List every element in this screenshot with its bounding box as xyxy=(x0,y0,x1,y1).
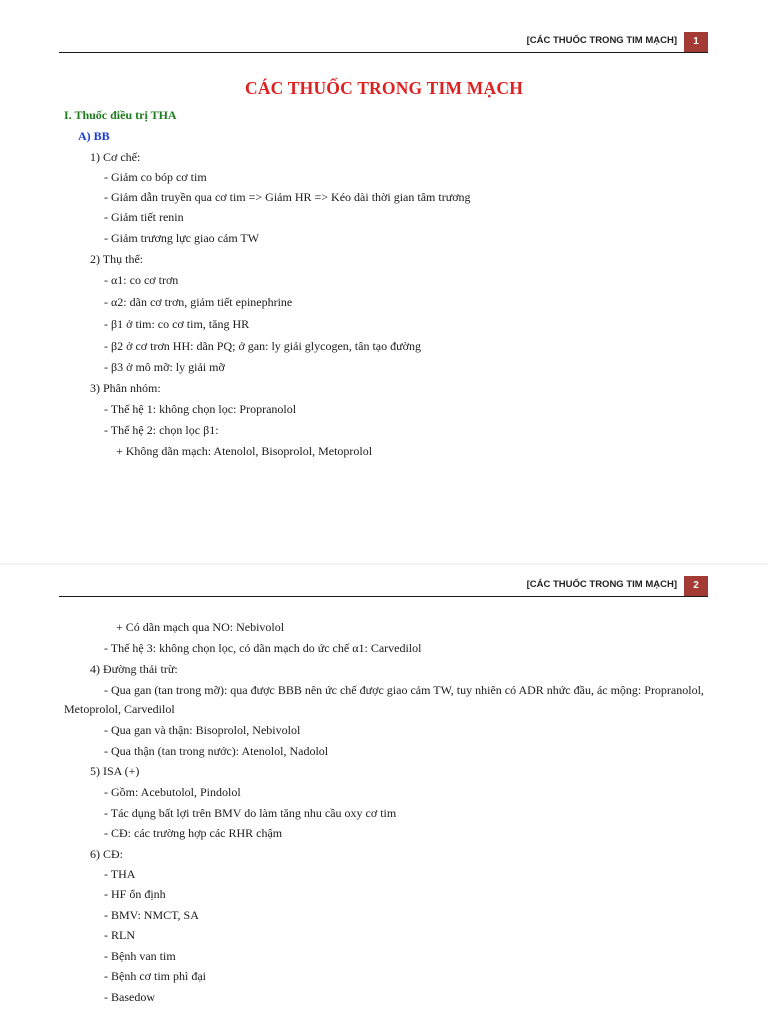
header-title: [CÁC THUỐC TRONG TIM MẠCH] xyxy=(526,35,677,46)
list-item: - Basedow xyxy=(104,990,155,1004)
list-item: - β2 ở cơ trơn HH: dãn PQ; ở gan: ly giải glycogen, tân tạo đường xyxy=(104,339,421,353)
header-rule xyxy=(59,596,708,597)
list-item: - Qua gan và thận: Bisoprolol, Nebivolol xyxy=(104,723,301,737)
list-item: - RLN xyxy=(104,928,135,942)
list-item: - Qua thận (tan trong nước): Atenolol, Nadolol xyxy=(104,744,329,758)
header-rule xyxy=(59,52,708,53)
list-item: - Giảm co bóp cơ tim xyxy=(104,170,207,184)
list-subitem: + Không dãn mạch: Atenolol, Bisoprolol, Metoprolol xyxy=(116,444,373,458)
list-item: - THA xyxy=(104,867,136,881)
list-heading: 1) Cơ chế: xyxy=(90,150,141,164)
list-item-continuation: Metoprolol, Carvedilol xyxy=(64,702,175,716)
list-item: - Giảm tiết renin xyxy=(104,210,184,224)
list-item: - Gồm: Acebutolol, Pindolol xyxy=(104,785,241,799)
document-page-2 xyxy=(0,565,768,1024)
list-item: - Tác dụng bất lợi trên BMV do làm tăng nhu cầu oxy cơ tim xyxy=(104,806,397,820)
list-heading: 3) Phân nhóm: xyxy=(90,381,161,395)
list-item: - Giảm dẫn truyền qua cơ tim => Giảm HR => Kéo dài thời gian tâm trương xyxy=(104,190,471,204)
header-title: [CÁC THUỐC TRONG TIM MẠCH] xyxy=(526,579,677,590)
list-item: - Giảm trương lực giao cảm TW xyxy=(104,231,260,245)
list-item: - α2: dãn cơ trơn, giảm tiết epinephrine xyxy=(104,295,293,309)
list-item: - β3 ở mô mỡ: ly giải mỡ xyxy=(104,360,225,374)
list-item: - Bệnh van tim xyxy=(104,949,176,963)
list-item: - HF ổn định xyxy=(104,887,166,901)
list-item: - Thế hệ 2: chọn lọc β1: xyxy=(104,423,219,437)
list-item: - Bệnh cơ tim phì đại xyxy=(104,969,206,983)
list-heading: 6) CĐ: xyxy=(90,847,123,861)
document-title: CÁC THUỐC TRONG TIM MẠCH xyxy=(244,78,523,98)
list-item: - Qua gan (tan trong mỡ): qua được BBB nên ức chế được giao cảm TW, tuy nhiên có ADR nhức đầu, ác mộng: Propranolol, xyxy=(104,683,704,697)
section-heading: I. Thuốc điều trị THA xyxy=(64,108,177,122)
list-item: - Thế hệ 3: không chọn lọc, có dãn mạch do ức chế α1: Carvedilol xyxy=(104,641,422,655)
list-item: - β1 ở tim: co cơ tim, tăng HR xyxy=(104,317,250,331)
page-header xyxy=(0,30,768,54)
page-header xyxy=(0,574,768,598)
page-number-badge: 2 xyxy=(684,576,708,596)
list-item: - CĐ: các trường hợp các RHR chậm xyxy=(104,826,283,840)
list-item: - BMV: NMCT, SA xyxy=(104,908,199,922)
list-item: - α1: co cơ trơn xyxy=(104,273,179,287)
subsection-heading: A) BB xyxy=(78,129,110,143)
list-heading: 5) ISA (+) xyxy=(90,764,140,778)
page-number-badge: 1 xyxy=(684,32,708,52)
list-subitem: + Có dãn mạch qua NO: Nebivolol xyxy=(116,620,285,634)
list-heading: 2) Thụ thể: xyxy=(90,252,144,266)
list-item: - Thế hệ 1: không chọn lọc: Propranolol xyxy=(104,402,297,416)
list-heading: 4) Đường thải trừ: xyxy=(90,662,178,676)
